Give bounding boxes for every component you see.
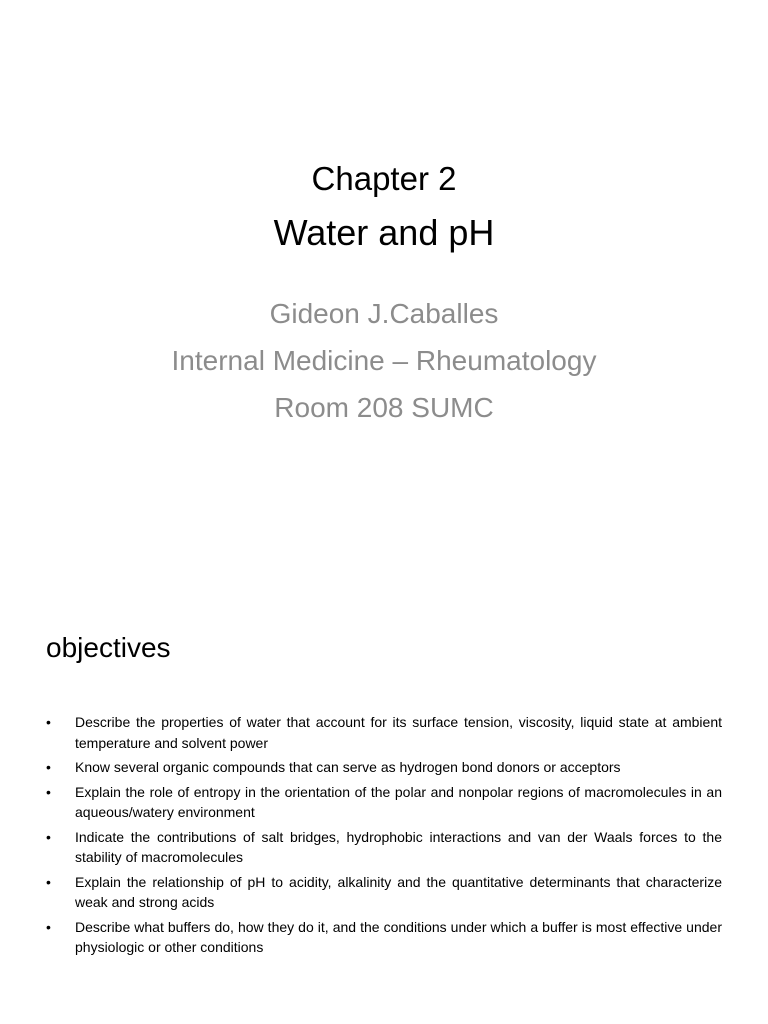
objective-text: Explain the role of entropy in the orientation of the polar and nonpolar regions of macromolecules in an aqueous/watery environment <box>75 783 722 820</box>
presenter-name: Gideon J.Caballes <box>269 298 499 329</box>
objective-text: Indicate the contributions of salt bridges, hydrophobic interactions and van der Waals forces to the stability of macromolecules <box>75 828 722 865</box>
bullet-icon: • <box>46 918 51 935</box>
list-item <box>46 782 722 823</box>
objectives-list <box>46 712 722 962</box>
title-block <box>0 152 768 260</box>
bullet-icon: • <box>46 759 51 775</box>
objective-text: Describe the properties of water that account for its surface tension, viscosity, liquid state at ambient temperature and solvent power <box>75 714 722 751</box>
chapter-subtitle: Water and pH <box>273 212 495 253</box>
bullet-icon: • <box>46 714 51 730</box>
bullet-icon: • <box>46 828 51 845</box>
objective-text: Explain the relationship of pH to acidity, alkalinity and the quantitative determinants that characterize weak and strong acids <box>75 873 722 910</box>
list-item <box>46 827 722 868</box>
bullet-icon: • <box>46 783 51 800</box>
presenter-room: Room 208 SUMC <box>274 392 494 423</box>
objectives-heading: objectives <box>46 632 171 663</box>
list-item <box>46 872 722 913</box>
objective-text: Describe what buffers do, how they do it, and the conditions under which a buffer is most effective under physiologic or other conditions <box>75 918 722 955</box>
chapter-title: Chapter 2 <box>311 160 457 197</box>
bullet-icon: • <box>46 873 51 890</box>
presenter-department: Internal Medicine – Rheumatology <box>171 345 597 376</box>
list-item <box>46 917 722 958</box>
objective-text: Know several organic compounds that can serve as hydrogen bond donors or acceptors <box>75 759 621 775</box>
list-item <box>46 757 722 778</box>
list-item <box>46 712 722 753</box>
presenter-block <box>0 290 768 431</box>
